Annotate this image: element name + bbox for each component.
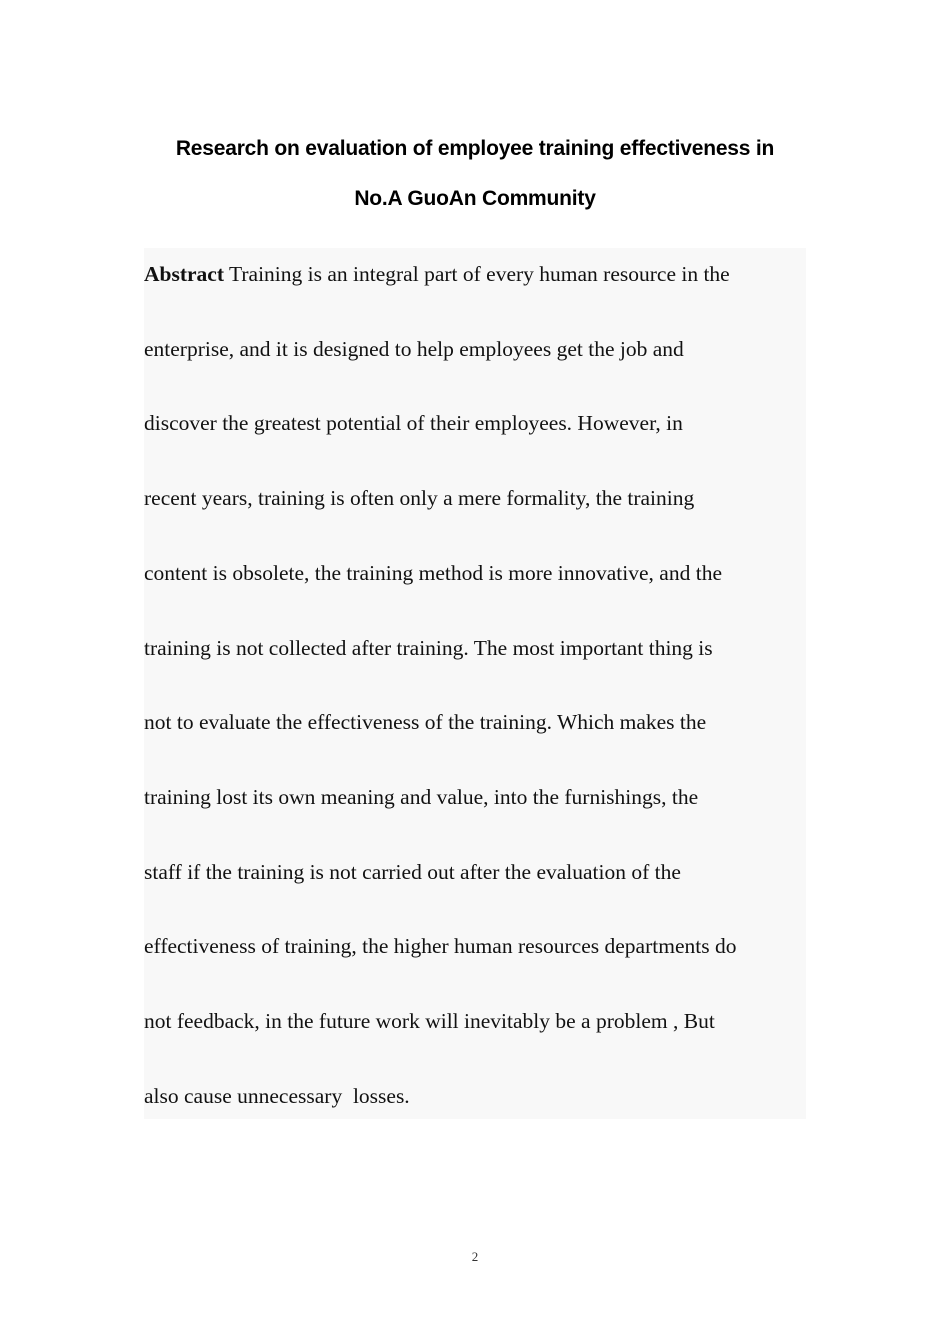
abstract-line-10: effectiveness of training, the higher human resources departments do xyxy=(144,934,737,958)
title-line-1: Research on evaluation of employee training effectiveness in xyxy=(175,137,775,160)
abstract-line-8: training lost its own meaning and value, into the furnishings, the xyxy=(144,785,699,809)
abstract-line-3: discover the greatest potential of their employees. However, in xyxy=(144,411,683,435)
abstract-line-6: training is not collected after training. The most important thing is xyxy=(144,636,713,660)
page-number: 2 xyxy=(471,1249,479,1264)
abstract-label: Abstract xyxy=(144,262,225,286)
abstract-line-11: not feedback, in the future work will inevitably be a problem , But xyxy=(144,1009,715,1033)
abstract-line-1 xyxy=(144,261,730,287)
abstract-line-7: not to evaluate the effectiveness of the training. Which makes the xyxy=(144,710,707,734)
document-title xyxy=(100,128,850,228)
abstract-line-4: recent years, training is often only a mere formality, the training xyxy=(144,486,695,510)
abstract-line-5: content is obsolete, the training method is more innovative, and the xyxy=(144,561,722,585)
abstract-line-12: also cause unnecessary losses. xyxy=(144,1084,410,1108)
abstract-section xyxy=(144,248,806,1119)
title-line-2: No.A GuoAn Community xyxy=(354,187,596,210)
abstract-line-2: enterprise, and it is designed to help employees get the job and xyxy=(144,337,684,361)
abstract-line-9: staff if the training is not carried out after the evaluation of the xyxy=(144,860,681,884)
abstract-text-1: Training is an integral part of every human resource in the xyxy=(224,262,730,286)
